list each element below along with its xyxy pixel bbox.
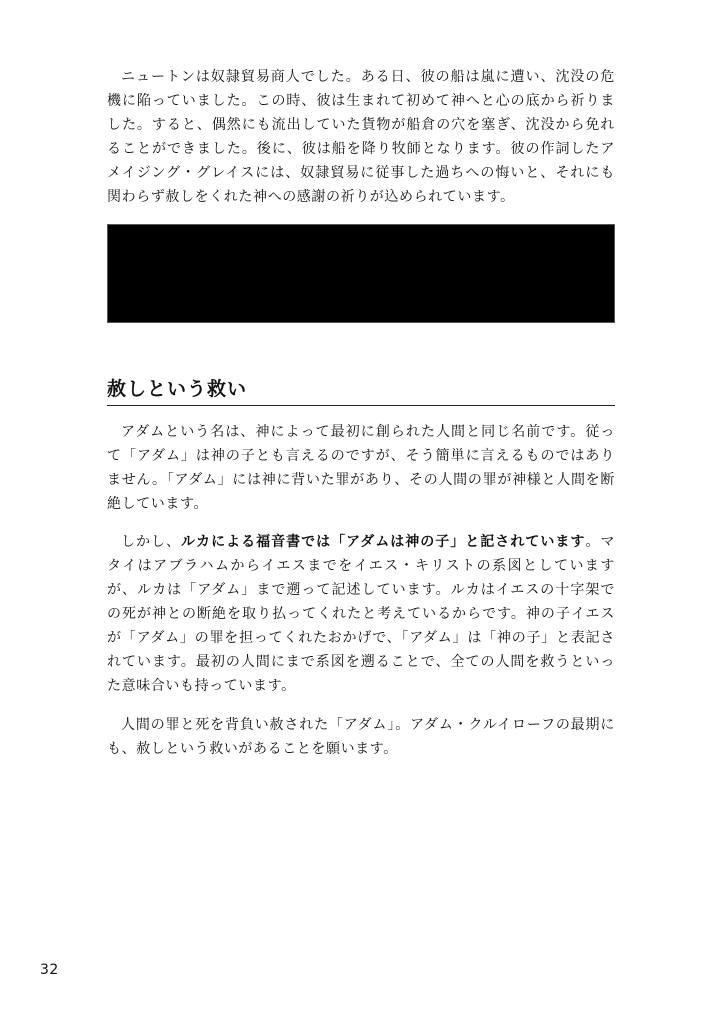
- section-paragraph-3-block: [107, 713, 615, 761]
- section-paragraph-2-block: [107, 530, 615, 698]
- intro-paragraph: ニュートンは奴隷貿易商人でした。ある日、彼の船は嵐に遭い、沈没の危機に陥っていました。この時、彼は生まれて初めて神へと心の底から祈りました。すると、偶然にも流出していた貨物が船倉の穴を塞ぎ、沈没から免れることができました。後に、彼は船を降り牧師となります。彼の作詞したアメイジング・グレイスには、奴隷貿易に従事した過ちへの悔いと、それにも関わらず赦しをくれた神への感謝の祈りが込められています。: [107, 69, 615, 205]
- paragraph-2-emphasis: ルカによる福音書では「アダムは神の子」と記されています: [181, 534, 586, 550]
- intro-paragraph-block: [107, 65, 615, 209]
- section-paragraph-2: [107, 530, 615, 698]
- paragraph-2-rest: 。マタイはアブラハムからイエスまでをイエス・キリストの系図としていますが、ルカは「アダム」まで遡って記述しています。ルカはイエスの十字架での死が神との断絶を取り払ってくれたと考えているからです。神の子イエスが「アダム」の罪を担ってくれたおかげで、「アダム」は「神の子」と表記されています。最初の人間にまで系図を遡ることで、全ての人間を救うといった意味合いも持っています。: [107, 534, 616, 694]
- page-number: 32: [40, 962, 59, 978]
- redacted-image-block: [107, 224, 615, 323]
- section-paragraph-1: アダムという名は、神によって最初に創られた人間と同じ名前です。従って「アダム」は神の子とも言えるのですが、そう簡単に言えるものではありません。「アダム」には神に背いた罪があり、その人間の罪が神様と人間を断絶しています。: [107, 424, 615, 512]
- section-heading: 赦しという救い: [107, 376, 615, 406]
- section-paragraph-3: 人間の罪と死を背負い赦された「アダム」。アダム・クルイローフの最期にも、赦しという救いがあることを願います。: [107, 717, 615, 757]
- section-paragraph-1-block: [107, 420, 615, 516]
- paragraph-2-lead: しかし、: [121, 534, 182, 550]
